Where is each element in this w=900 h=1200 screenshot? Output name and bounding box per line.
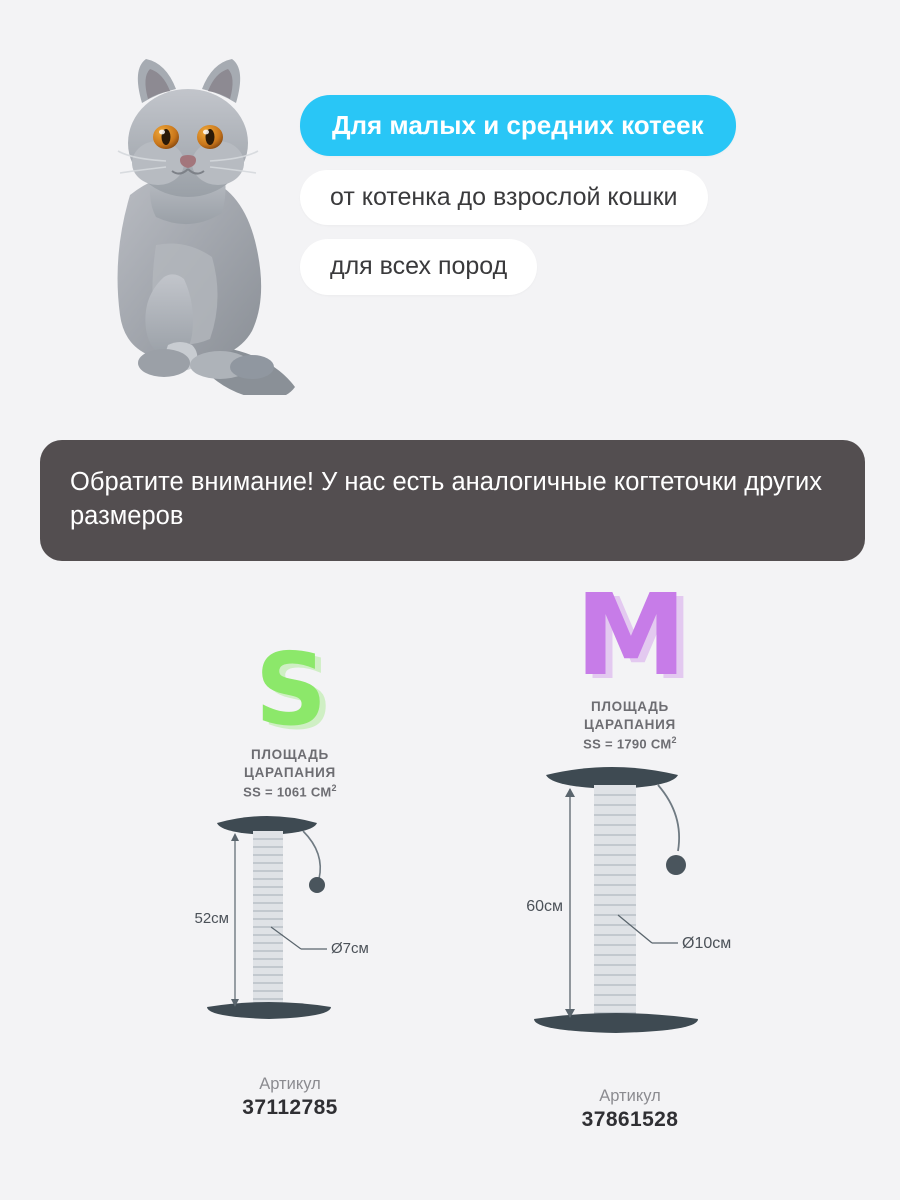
hero-section: [0, 0, 900, 420]
article-code-s: 37112785: [242, 1096, 338, 1120]
article-label-s: Артикул: [259, 1075, 321, 1094]
area-title-line2-s: ЦАРАПАНИЯ: [244, 765, 336, 781]
scratch-area-s: [150, 746, 430, 801]
callout-secondary-2: для всех пород: [300, 239, 537, 295]
cat-illustration-icon: [60, 45, 310, 395]
area-value-m: SS = 1790 $СМ^2$: [583, 735, 677, 752]
scratch-area-m: [480, 698, 780, 753]
scratching-post-diagram-s: [175, 801, 405, 1071]
area-title-line1-s: ПЛОЩАДЬ: [251, 747, 329, 762]
hero-callout-list: [300, 95, 860, 309]
area-title-line1-m: ПЛОЩАДЬ: [591, 699, 669, 714]
scratching-post-diagram-m: [500, 753, 760, 1083]
diameter-label-s: Ø7см: [331, 940, 369, 958]
size-letter-s: S: [254, 631, 326, 748]
cat-photo: [60, 45, 310, 395]
size-letter-m: M: [575, 571, 685, 701]
height-label-m: 60см: [526, 898, 563, 916]
area-title-line2-m: ЦАРАПАНИЯ: [584, 717, 676, 733]
size-card-s: [150, 631, 430, 1120]
height-label-s: 52см: [194, 910, 229, 928]
area-value-s: SS = 1061 $СМ^2$: [243, 783, 337, 800]
size-card-m: [480, 571, 780, 1132]
callout-secondary-1: от котенка до взрослой кошки: [300, 170, 708, 226]
size-comparison-section: [0, 571, 900, 1200]
notice-banner: Обратите внимание! У нас есть аналогичные когтеточки других размеров: [40, 440, 865, 561]
callout-primary: Для малых и средних котеек: [300, 95, 736, 156]
diameter-label-m: Ø10см: [682, 935, 732, 953]
article-code-m: 37861528: [581, 1108, 679, 1132]
article-label-m: Артикул: [599, 1087, 661, 1106]
